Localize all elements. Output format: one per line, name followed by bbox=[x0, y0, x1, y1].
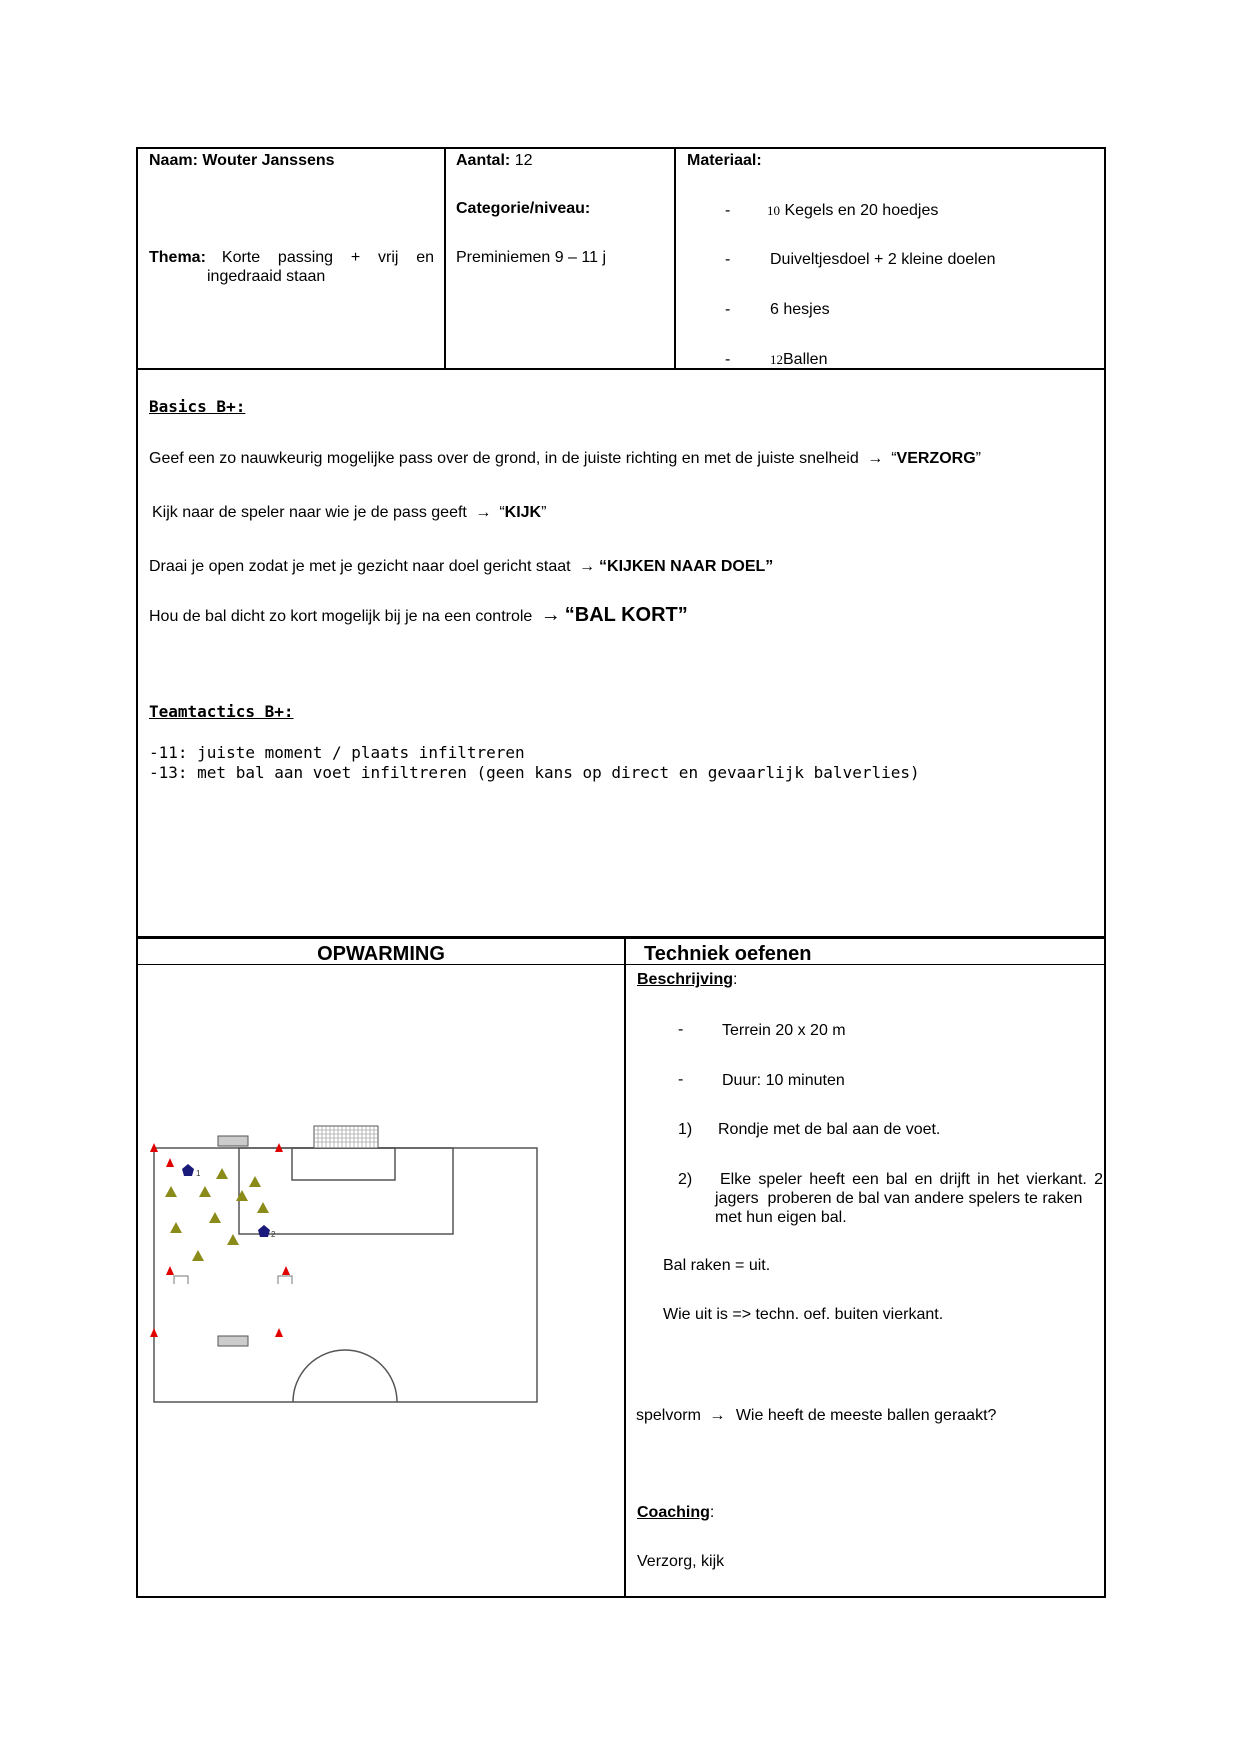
wie-uit-text: Wie uit is => techn. oef. buiten vierkant. bbox=[663, 1306, 944, 1323]
step-line: Elke speler heeft een bal en drijft in het vierkant. 2 bbox=[720, 1171, 1103, 1188]
cone-icon bbox=[166, 1158, 174, 1167]
aantal-label: Aantal: bbox=[456, 152, 511, 169]
arrow-icon: → bbox=[475, 504, 492, 521]
basics-text: Hou de bal dicht zo kort mogelijk bij je na een controle bbox=[149, 608, 533, 625]
quote-open: “ bbox=[564, 604, 575, 626]
section-rule bbox=[136, 936, 1106, 939]
hunter-icon bbox=[258, 1225, 270, 1237]
small-goal-icon bbox=[218, 1136, 248, 1146]
step-number: 1) bbox=[678, 1121, 693, 1138]
aantal-row bbox=[456, 151, 532, 170]
coaching-text: Verzorg, kijk bbox=[637, 1553, 725, 1570]
player-icon bbox=[249, 1176, 261, 1187]
materiaal-text: 6 hesjes bbox=[770, 301, 830, 318]
colon: : bbox=[733, 971, 738, 988]
quote-close: ” bbox=[975, 450, 981, 467]
beschrijving-heading bbox=[637, 970, 737, 989]
field-outline bbox=[154, 1148, 537, 1402]
coaching-label: Coaching bbox=[637, 1504, 710, 1521]
goal-net-icon bbox=[314, 1126, 378, 1148]
list-dash: - bbox=[678, 1021, 684, 1038]
materiaal-item bbox=[725, 350, 730, 369]
materiaal-text: Ballen bbox=[783, 351, 828, 368]
materiaal-text: Duiveltjesdoel + 2 kleine doelen bbox=[770, 251, 996, 268]
cone-icon bbox=[282, 1266, 290, 1275]
categorie-label: Categorie/niveau: bbox=[456, 200, 591, 217]
step-number: 2) bbox=[678, 1171, 693, 1188]
cone-icon bbox=[150, 1328, 158, 1337]
bal-raken-text: Bal raken = uit. bbox=[663, 1257, 771, 1274]
basics-text: Draai je open zodat je met je gezicht naar doel gericht staat bbox=[149, 558, 571, 575]
step-line: jagers proberen de bal van andere spelers te raken bbox=[715, 1190, 1083, 1207]
penalty-area bbox=[239, 1148, 453, 1234]
player-icon bbox=[170, 1222, 182, 1233]
mini-goal-icon bbox=[278, 1276, 292, 1284]
basics-keyword: KIJKEN NAAR DOEL bbox=[607, 558, 766, 575]
aantal-value: 12 bbox=[514, 152, 533, 169]
spelvorm-row bbox=[636, 1406, 996, 1425]
step-line: met hun eigen bal. bbox=[715, 1209, 847, 1226]
quote-close: ” bbox=[765, 558, 774, 575]
materiaal-item bbox=[725, 201, 730, 220]
cone-icon bbox=[166, 1266, 174, 1275]
quote-open: “ bbox=[499, 504, 505, 521]
hunter-icon bbox=[182, 1164, 194, 1176]
hunter-label: 1 bbox=[196, 1169, 201, 1178]
list-dash: - bbox=[678, 1071, 684, 1088]
basics-item bbox=[149, 557, 773, 576]
quote-close: ” bbox=[541, 504, 547, 521]
list-dash: - bbox=[725, 351, 731, 368]
player-icon bbox=[209, 1212, 221, 1223]
quote-close: ” bbox=[677, 604, 688, 626]
basics-title: Basics B+: bbox=[149, 397, 246, 416]
naam-label: Naam: Wouter Janssens bbox=[149, 152, 335, 169]
basics-item bbox=[149, 449, 981, 468]
list-dash: - bbox=[725, 202, 731, 219]
hunter-label: 2 bbox=[271, 1230, 276, 1239]
table-border-right bbox=[1104, 147, 1106, 1598]
basics-keyword: BAL KORT bbox=[574, 604, 678, 626]
list-dash: - bbox=[725, 251, 731, 268]
arrow-icon: → bbox=[867, 450, 884, 467]
teamtactics-line: -13: met bal aan voet infiltreren (geen kans op direct en gevaarlijk balverlies) bbox=[149, 763, 920, 782]
spelvorm-label: spelvorm bbox=[636, 1407, 701, 1424]
header-bottom-rule bbox=[136, 368, 1106, 370]
basics-keyword: KIJK bbox=[504, 504, 542, 521]
header-divider-2 bbox=[674, 147, 676, 370]
player-icon bbox=[165, 1186, 177, 1197]
table-border-bottom bbox=[136, 1596, 1106, 1598]
arrow-icon: → bbox=[709, 1407, 726, 1424]
materiaal-item bbox=[725, 300, 730, 319]
goal-area bbox=[292, 1148, 395, 1180]
thema-label: Thema: bbox=[149, 249, 206, 266]
quote-open: “ bbox=[891, 450, 897, 467]
cone-icon bbox=[275, 1328, 283, 1337]
player-icon bbox=[192, 1250, 204, 1261]
header-divider-1 bbox=[444, 147, 446, 370]
thema-line2: ingedraaid staan bbox=[207, 268, 326, 285]
materiaal-label: Materiaal: bbox=[687, 152, 762, 169]
field-diagram bbox=[138, 1100, 568, 1420]
player-icon bbox=[227, 1234, 239, 1245]
duur-text: Duur: 10 minuten bbox=[722, 1072, 845, 1089]
beschrijving-label: Beschrijving bbox=[637, 971, 734, 988]
quote-open: “ bbox=[599, 558, 608, 575]
opwarming-title: OPWARMING bbox=[317, 943, 445, 965]
list-dash: - bbox=[725, 301, 731, 318]
colon: : bbox=[709, 1504, 715, 1521]
arrow-icon: → bbox=[540, 604, 561, 626]
materiaal-number: 12 bbox=[770, 352, 783, 367]
player-icon bbox=[257, 1202, 269, 1213]
teamtactics-line: -11: juiste moment / plaats infiltreren bbox=[149, 743, 525, 762]
mini-goal-icon bbox=[174, 1276, 188, 1284]
materiaal-text: Kegels en 20 hoedjes bbox=[784, 202, 939, 219]
center-circle bbox=[293, 1350, 397, 1402]
materiaal-item-text bbox=[770, 350, 827, 369]
step-text: Rondje met de bal aan de voet. bbox=[718, 1121, 941, 1138]
table-border-top bbox=[136, 147, 1106, 149]
materiaal-item bbox=[725, 250, 730, 269]
materiaal-number: 10 bbox=[767, 203, 780, 218]
terrein-text: Terrein 20 x 20 m bbox=[722, 1022, 846, 1039]
basics-item bbox=[152, 503, 546, 522]
basics-item bbox=[149, 606, 688, 626]
step-text bbox=[715, 1170, 1103, 1227]
categorie-value: Preminiemen 9 – 11 j bbox=[456, 249, 606, 266]
techniek-title: Techniek oefenen bbox=[644, 943, 812, 965]
thema-block bbox=[149, 248, 434, 286]
arrow-icon: → bbox=[579, 558, 596, 575]
player-icon bbox=[236, 1190, 248, 1201]
materiaal-item-text bbox=[767, 201, 938, 220]
small-goal-icon bbox=[218, 1336, 248, 1346]
basics-keyword: VERZORG bbox=[896, 450, 976, 467]
thema-line1: Korte passing + vrij en bbox=[221, 249, 434, 266]
player-icon bbox=[199, 1186, 211, 1197]
basics-text: Geef een zo nauwkeurig mogelijke pass over de grond, in de juiste richting en met de juiste snelheid bbox=[149, 450, 859, 467]
player-icon bbox=[216, 1168, 228, 1179]
spelvorm-question: Wie heeft de meeste ballen geraakt? bbox=[735, 1407, 997, 1424]
basics-text: Kijk naar de speler naar wie je de pass geeft bbox=[152, 504, 467, 521]
coaching-heading bbox=[637, 1503, 714, 1522]
teamtactics-title: Teamtactics B+: bbox=[149, 702, 294, 721]
bottom-divider bbox=[624, 938, 626, 1598]
